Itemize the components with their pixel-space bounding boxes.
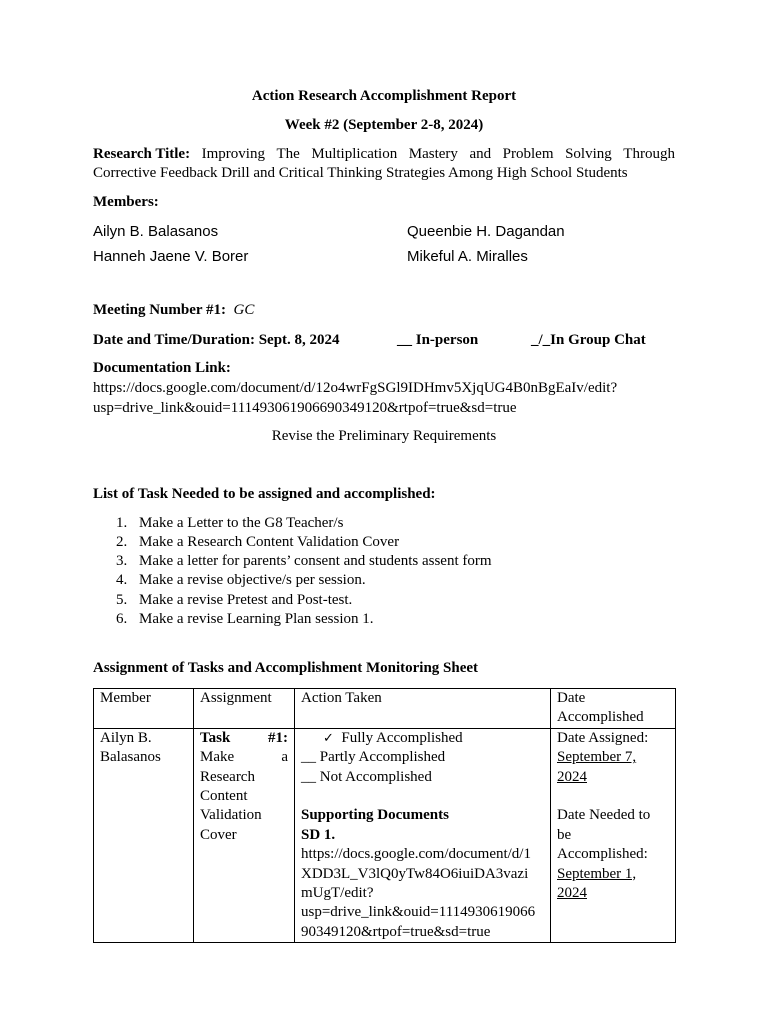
member-name: Mikeful A. Miralles <box>407 248 528 265</box>
task-item: Make a Letter to the G8 Teacher/s <box>139 515 344 531</box>
assignment-cell: Task #1: Make a Research Content Validation Cover <box>194 728 295 942</box>
task-number: 4. <box>116 572 128 588</box>
member-name: Hanneh Jaene V. Borer <box>93 248 249 265</box>
task-number: 3. <box>116 553 128 569</box>
research-title-label: Research Title: <box>93 146 191 162</box>
monitoring-table <box>93 688 676 943</box>
status-partly: __ Partly Accomplished <box>301 749 446 766</box>
table-row <box>94 728 676 942</box>
meeting-number-label: Meeting Number #1: <box>93 302 227 318</box>
research-title-word: The <box>276 146 300 162</box>
group-chat-label: In Group Chat <box>550 332 646 348</box>
task-item: Make a Research Content Validation Cover <box>139 534 400 550</box>
task-number: 6. <box>116 611 128 627</box>
documentation-link-cont[interactable]: usp=drive_link&ouid=111493061906690349120&rtpof=true&sd=true <box>93 400 517 416</box>
task-number: 2. <box>116 534 128 550</box>
column-header-action: Action Taken <box>295 689 551 729</box>
research-title-line2: Corrective Feedback Drill and Critical Thinking Strategies Among High School Students <box>93 165 628 181</box>
status-not: __ Not Accomplished <box>301 768 432 785</box>
task-label: Task #1: <box>200 729 288 746</box>
report-title: Action Research Accomplishment Report <box>251 88 517 104</box>
task-number: 5. <box>116 592 128 608</box>
group-chat-mark: _/_ <box>531 332 551 348</box>
research-title-word: Through <box>623 146 675 162</box>
research-title-word: Mastery <box>408 146 458 162</box>
status-fully: ✓ Fully Accomplished <box>323 729 463 746</box>
action-cell <box>295 728 551 942</box>
task-number: 1. <box>116 515 128 531</box>
meeting-number-value: GC <box>233 302 255 318</box>
date-needed-label: Date Needed to <box>557 807 651 824</box>
research-title-word: and <box>469 146 492 162</box>
task-list-heading: List of Task Needed to be assigned and accomplished: <box>93 486 436 502</box>
date-assigned-year: 2024 <box>557 768 587 785</box>
task-item: Make a revise Pretest and Post-test. <box>139 592 353 608</box>
column-header-member: Member <box>94 689 194 729</box>
sd-label: SD 1. <box>301 826 336 843</box>
member-cell: Ailyn B. Balasanos <box>94 728 194 942</box>
documentation-label: Documentation Link: <box>93 360 231 376</box>
research-title-word: Solving <box>565 146 612 162</box>
documentation-link[interactable]: https://docs.google.com/document/d/12o4wrFgSGl9IDHmv5XjqUG4B0nBgEaIv/edit? <box>93 380 618 396</box>
group-chat-option <box>531 331 646 350</box>
research-title-word: Improving <box>201 146 265 162</box>
column-header-assignment: Assignment <box>194 689 295 729</box>
in-person-blank: __ <box>397 332 412 348</box>
column-header-date: Date Accomplished <box>551 689 676 729</box>
report-week: Week #2 (September 2-8, 2024) <box>284 117 484 133</box>
in-person-option <box>397 331 478 350</box>
date-assigned-label: Date Assigned: <box>557 729 649 746</box>
sd-link[interactable]: https://docs.google.com/document/d/1 XDD3L_V3lQ0yTw84O6iuiDA3vazi mUgT/edit? usp=drive_link&ouid=1114930619066 90349120&rtpof=true&sd=true <box>301 846 536 940</box>
member-name: Queenbie H. Dagandan <box>407 223 565 240</box>
supporting-documents-label: Supporting Documents <box>301 807 449 824</box>
research-title-word: Multiplication <box>311 146 398 162</box>
check-icon: ✓ <box>323 730 334 746</box>
monitoring-heading: Assignment of Tasks and Accomplishment Monitoring Sheet <box>93 660 479 676</box>
research-title-line1 <box>93 145 675 164</box>
in-person-label: In-person <box>415 332 479 348</box>
task-item: Make a revise Learning Plan session 1. <box>139 611 374 627</box>
member-name: Ailyn B. Balasanos <box>93 223 219 240</box>
date-needed-year: 2024 <box>557 885 587 902</box>
agenda-text: Revise the Preliminary Requirements <box>271 428 497 444</box>
task-item: Make a revise objective/s per session. <box>139 572 366 588</box>
members-label: Members: <box>93 194 159 210</box>
meeting-date: Date and Time/Duration: Sept. 8, 2024 <box>93 332 340 348</box>
date-needed-value: September 1, <box>557 865 637 882</box>
table-header-row <box>94 689 676 729</box>
date-cell: Date Assigned: September 7, 2024 Date Needed to be Accomplished: September 1, 2024 <box>551 728 676 942</box>
meeting-number <box>93 301 254 320</box>
research-title-word: Problem <box>502 146 554 162</box>
date-assigned-value: September 7, <box>557 749 637 766</box>
task-item: Make a letter for parents’ consent and students assent form <box>139 553 492 569</box>
